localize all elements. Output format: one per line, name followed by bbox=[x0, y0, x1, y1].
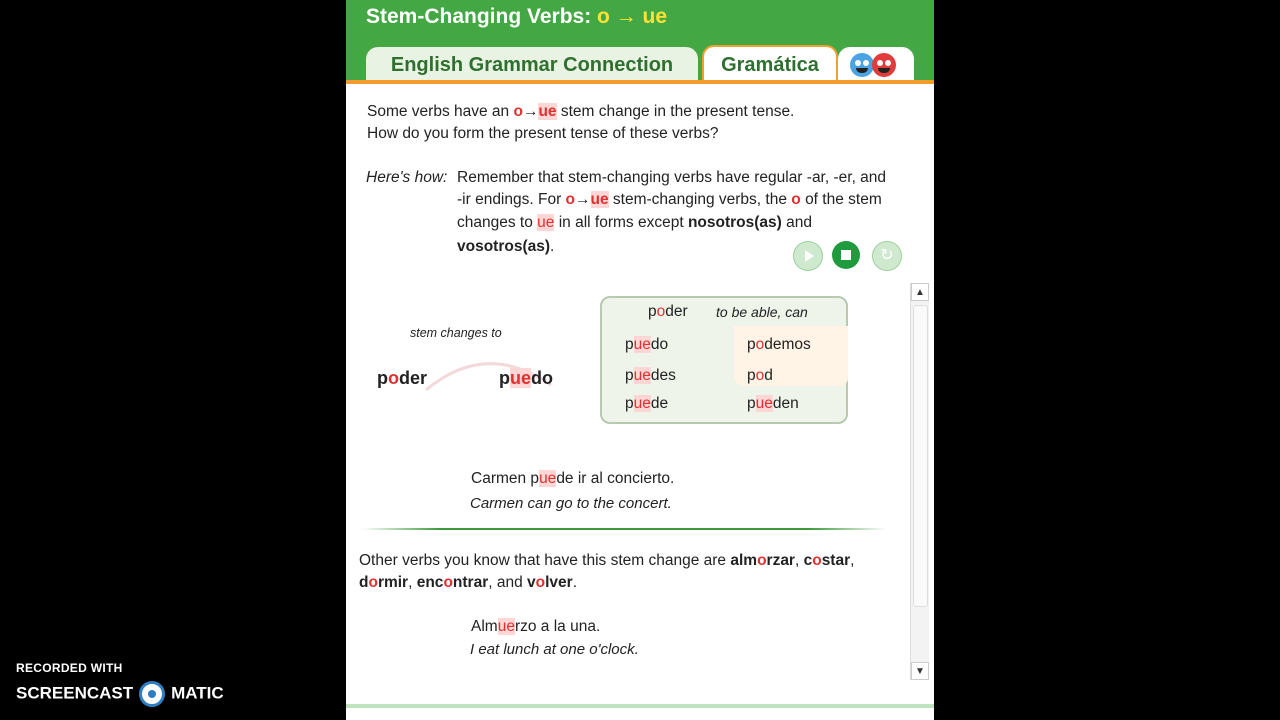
conj-usted: puede bbox=[625, 395, 669, 412]
lesson-panel bbox=[346, 0, 934, 720]
example-2-english: I eat lunch at one o'clock. bbox=[470, 641, 639, 658]
title-accent: o → ue bbox=[597, 5, 668, 28]
conj-vosotros: pod bbox=[747, 367, 773, 384]
title-text: Stem-Changing Verbs: bbox=[366, 5, 592, 28]
other-verbs-line-2: dormir, encontrar, and volver. bbox=[359, 574, 578, 591]
scroll-up-arrow-icon[interactable]: ▲ bbox=[911, 283, 929, 301]
tab-english-grammar-connection[interactable]: English Grammar Connection bbox=[366, 47, 698, 81]
section-divider bbox=[362, 528, 887, 530]
screencast-watermark bbox=[16, 661, 224, 703]
intro-line-1: Some verbs have an o→ue stem change in the present tense. bbox=[367, 103, 795, 120]
heres-how-line-1: Remember that stem-changing verbs have regular -ar, -er, and bbox=[457, 169, 887, 186]
diagram-conjugated: puedo bbox=[499, 368, 554, 388]
heres-how-line-2: -ir endings. For o→ue stem-changing verbs, the o of the stem bbox=[457, 191, 882, 208]
red-character-icon bbox=[872, 53, 896, 77]
other-verbs-line-1: Other verbs you know that have this stem change are almorzar, costar, bbox=[359, 552, 855, 569]
tab-animated-characters[interactable] bbox=[838, 47, 914, 81]
example-2-spanish: Almuerzo a la una. bbox=[471, 618, 601, 635]
example-1-english: Carmen can go to the concert. bbox=[470, 495, 672, 512]
stem-change-label: stem changes to bbox=[410, 326, 502, 340]
content-scrollbar[interactable] bbox=[910, 283, 929, 680]
bottom-border bbox=[346, 704, 934, 708]
recorded-with-label: RECORDED WITH bbox=[16, 661, 123, 675]
diagram-infinitive: poder bbox=[377, 368, 428, 388]
conjugation-table bbox=[600, 296, 850, 426]
conjugation-infinitive: poder bbox=[648, 303, 688, 320]
scrollbar-thumb[interactable] bbox=[913, 305, 928, 607]
conj-ustedes: pueden bbox=[747, 395, 799, 412]
play-audio-button[interactable] bbox=[793, 241, 823, 271]
screencast-brand: SCREENCAST MATIC bbox=[16, 681, 224, 707]
blue-character-icon bbox=[850, 53, 874, 77]
conj-yo: puedo bbox=[625, 336, 669, 353]
conj-tu: puedes bbox=[625, 367, 676, 384]
heres-how-label: Here's how: bbox=[366, 169, 448, 186]
heres-how-line-4: vosotros(as). bbox=[457, 238, 555, 255]
heres-how-line-3: changes to ue in all forms except nosotros(as) and bbox=[457, 214, 813, 231]
conj-nosotros: podemos bbox=[747, 336, 811, 353]
intro-line-2: How do you form the present tense of these verbs? bbox=[367, 125, 719, 142]
tab-underline bbox=[346, 80, 934, 84]
example-1-spanish: Carmen puede ir al concierto. bbox=[471, 470, 675, 487]
page-title bbox=[366, 5, 667, 29]
conjugation-meaning: to be able, can bbox=[716, 304, 808, 320]
replay-audio-button[interactable]: ↻ bbox=[872, 241, 902, 271]
scroll-down-arrow-icon[interactable]: ▼ bbox=[911, 662, 929, 680]
stop-audio-button[interactable] bbox=[832, 241, 860, 269]
tab-gramatica[interactable]: Gramática bbox=[702, 45, 838, 81]
lesson-header bbox=[346, 0, 934, 84]
screencast-logo-icon bbox=[139, 681, 165, 707]
